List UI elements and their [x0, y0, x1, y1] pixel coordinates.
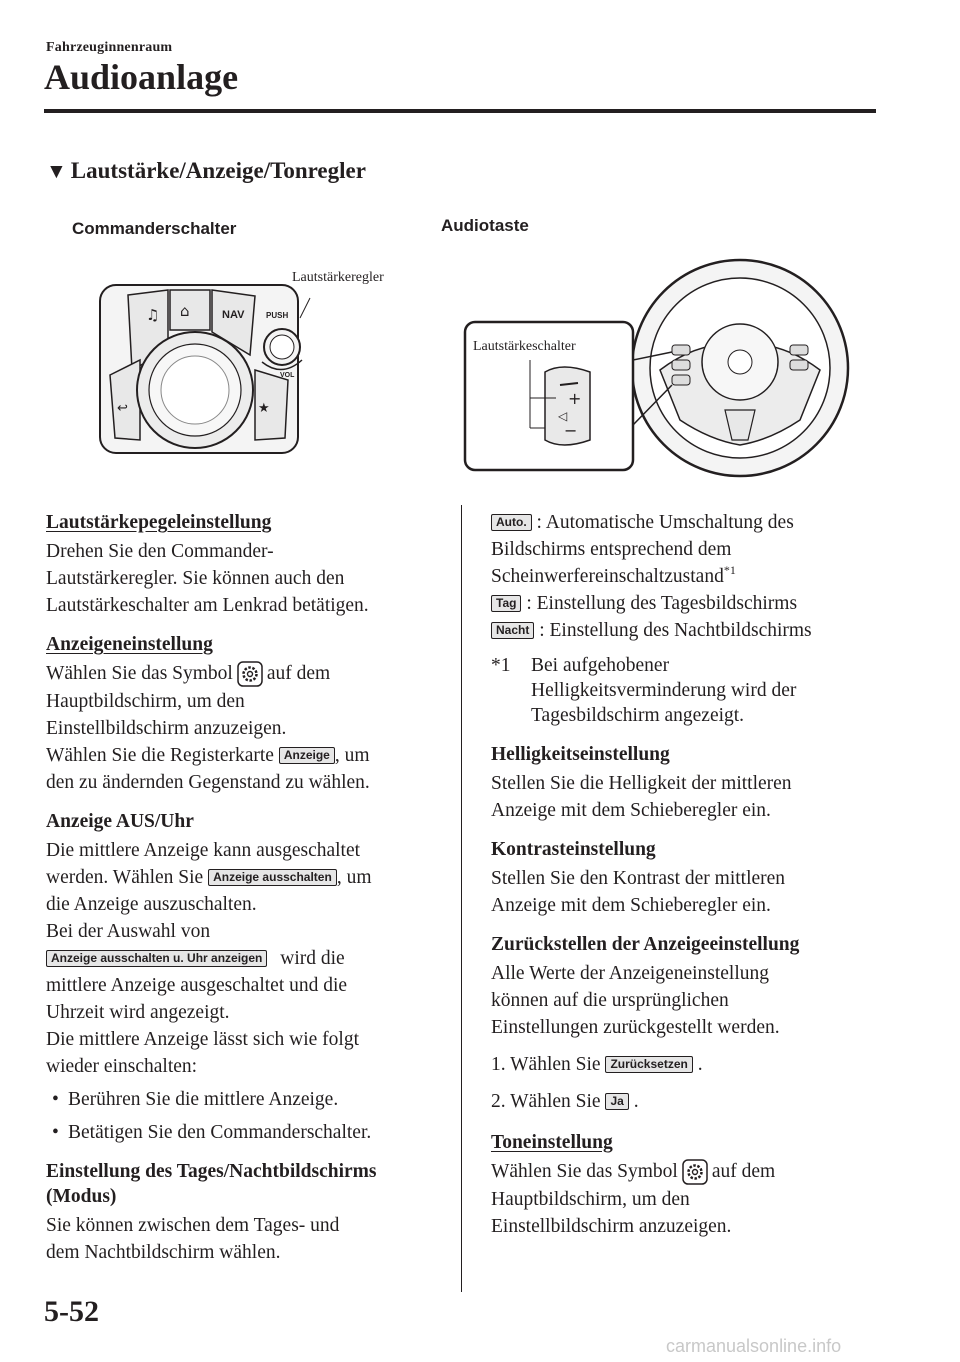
music-icon: ♫	[146, 306, 160, 324]
paragraph: Einstellbildschirm anzuzeigen.	[46, 718, 287, 739]
paragraph	[46, 946, 438, 971]
text: Wählen Sie	[510, 1054, 601, 1075]
back-icon: ↩	[117, 401, 128, 416]
figure-caption-commander: Commanderschalter	[72, 219, 237, 238]
heading-display: Anzeigeneinstellung	[46, 634, 213, 655]
nav-key-label: NAV	[222, 309, 245, 321]
paragraph: Alle Werte der Anzeigeneinstellung	[491, 963, 770, 984]
paragraph	[491, 510, 883, 535]
text: auf dem	[711, 1161, 776, 1182]
paragraph: mittlere Anzeige ausgeschaltet und die	[46, 975, 348, 996]
text: , um	[336, 867, 372, 888]
heading-mode-2: (Modus)	[46, 1186, 117, 1207]
steering-wheel-illustration	[465, 260, 848, 476]
paragraph: Einstellungen zurückgestellt werden.	[491, 1017, 780, 1038]
day-mode-button: Tag	[491, 595, 521, 612]
paragraph: Drehen Sie den Commander-	[46, 541, 274, 562]
paragraph: können auf die ursprünglichen	[491, 990, 729, 1011]
paragraph	[491, 591, 883, 616]
paragraph: Stellen Sie den Kontrast der mittleren	[491, 868, 786, 889]
paragraph: Bei der Auswahl von	[46, 921, 211, 942]
watermark: carmanualsonline.info	[666, 1336, 842, 1356]
bullet-icon: •	[52, 1122, 59, 1143]
favorite-star-icon: ★	[258, 401, 270, 416]
right-column	[491, 510, 883, 1241]
paragraph	[46, 865, 438, 890]
paragraph	[491, 618, 883, 643]
push-label: PUSH	[266, 311, 289, 320]
footnote-body	[531, 653, 796, 728]
triangle-marker-icon: ▼	[46, 159, 67, 183]
text: Bei aufgehobener	[531, 655, 670, 676]
text: Wählen Sie	[510, 1091, 601, 1112]
text: Scheinwerfereinschaltzustand	[491, 566, 724, 587]
list-item	[46, 1120, 438, 1145]
paragraph: Stellen Sie die Helligkeit der mittleren	[491, 773, 792, 794]
paragraph: Anzeige mit dem Schieberegler ein.	[491, 895, 771, 916]
text: Betätigen Sie den Commanderschalter.	[68, 1122, 372, 1143]
text: .	[697, 1054, 703, 1075]
paragraph: Einstellbildschirm anzuzeigen.	[491, 1216, 732, 1237]
settings-gear-icon	[237, 661, 263, 687]
paragraph: Die mittlere Anzeige kann ausgeschaltet	[46, 840, 361, 861]
step-number: 1.	[491, 1054, 506, 1075]
paragraph: Die mittlere Anzeige lässt sich wie folgt	[46, 1029, 359, 1050]
paragraph: den zu ändernden Gegenstand zu wählen.	[46, 772, 370, 793]
yes-button: Ja	[605, 1093, 628, 1110]
text: Wählen Sie die Registerkarte	[46, 745, 274, 766]
display-off-clock-button: Anzeige ausschalten u. Uhr anzeigen	[46, 950, 267, 967]
text: Berühren Sie die mittlere Anzeige.	[68, 1089, 339, 1110]
heading-brightness: Helligkeitseinstellung	[491, 744, 670, 765]
column-divider	[461, 505, 462, 1292]
text: Tagesbildschirm angezeigt.	[531, 705, 745, 726]
paragraph	[46, 661, 438, 687]
paragraph: die Anzeige auszuschalten.	[46, 894, 257, 915]
text: Helligkeitsverminderung wird der	[531, 680, 797, 701]
speaker-icon: ◁	[558, 409, 568, 423]
text: : Automatische Umschaltung des	[536, 512, 794, 533]
paragraph: Hauptbildschirm, um den	[491, 1189, 690, 1210]
figure-caption-audio: Audiotaste	[441, 216, 529, 235]
auto-mode-button: Auto.	[491, 514, 532, 531]
heading-tone: Toneinstellung	[491, 1132, 613, 1153]
left-column	[46, 510, 438, 1267]
footnote-mark: *1	[491, 655, 511, 676]
text: .	[633, 1091, 639, 1112]
text: Wählen Sie das Symbol	[491, 1161, 678, 1182]
paragraph: wieder einschalten:	[46, 1056, 198, 1077]
paragraph	[46, 743, 438, 768]
callout-volume-knob: Lautstärkeregler	[292, 270, 384, 285]
paragraph	[491, 564, 883, 589]
display-off-button: Anzeige ausschalten	[208, 869, 337, 886]
heading-display-off: Anzeige AUS/Uhr	[46, 811, 194, 832]
paragraph: Uhrzeit wird angezeigt.	[46, 1002, 230, 1023]
heading-mode: Einstellung des Tages/Nachtbildschirms	[46, 1161, 377, 1182]
paragraph: Lautstärkeregler. Sie können auch den	[46, 568, 345, 589]
page-title: Audioanlage	[44, 57, 239, 97]
paragraph	[491, 1159, 883, 1185]
heading-contrast: Kontrasteinstellung	[491, 839, 656, 860]
list-item	[46, 1087, 438, 1112]
section-title-text: Lautstärke/Anzeige/Tonregler	[70, 158, 366, 183]
volume-minus-icon: −	[564, 421, 578, 440]
text: , um	[334, 745, 370, 766]
paragraph: Hauptbildschirm, um den	[46, 691, 245, 712]
paragraph: Bildschirms entsprechend dem	[491, 539, 732, 560]
callout-volume-switch: Lautstärkeschalter	[473, 339, 576, 354]
vol-label: VOL	[280, 372, 295, 379]
text: werden. Wählen Sie	[46, 867, 204, 888]
paragraph: Anzeige mit dem Schieberegler ein.	[491, 800, 771, 821]
text: : Einstellung des Tagesbildschirms	[526, 593, 798, 614]
step-number: 2.	[491, 1091, 506, 1112]
figure-illustration	[0, 0, 960, 500]
step-1	[491, 1052, 883, 1077]
paragraph: Sie können zwischen dem Tages- und	[46, 1215, 340, 1236]
paragraph: Lautstärkeschalter am Lenkrad betätigen.	[46, 595, 369, 616]
heading-volume: Lautstärkepegeleinstellung	[46, 512, 272, 533]
settings-gear-icon	[682, 1159, 708, 1185]
reset-button: Zurücksetzen	[605, 1056, 692, 1073]
step-2	[491, 1089, 883, 1114]
footnote-ref: *1	[723, 563, 736, 577]
heading-reset: Zurückstellen der Anzeigeeinstellung	[491, 934, 800, 955]
paragraph: dem Nachtbildschirm wählen.	[46, 1242, 281, 1263]
commander-switch-illustration	[100, 285, 310, 453]
text: wird die	[280, 948, 345, 969]
volume-plus-icon: +	[568, 389, 582, 408]
home-icon: ⌂	[180, 302, 190, 320]
night-mode-button: Nacht	[491, 622, 534, 639]
breadcrumb: Fahrzeuginnenraum	[46, 40, 173, 55]
text: : Einstellung des Nachtbildschirms	[539, 620, 812, 641]
footnote	[491, 653, 883, 728]
anzeige-tab-button: Anzeige	[279, 747, 335, 764]
page-number: 5-52	[44, 1295, 99, 1328]
bullet-icon: •	[52, 1089, 59, 1110]
text: Wählen Sie das Symbol	[46, 663, 233, 684]
text: auf dem	[266, 663, 331, 684]
